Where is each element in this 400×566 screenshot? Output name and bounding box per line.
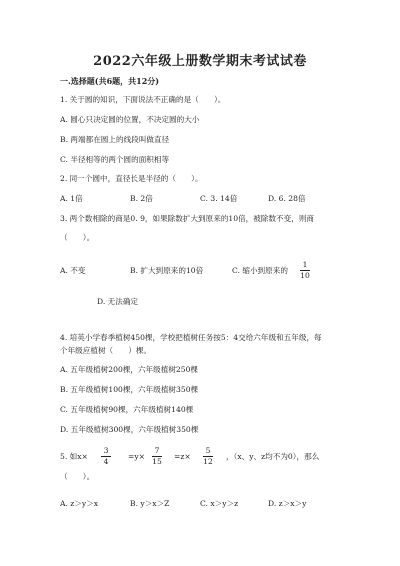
- section-heading: 一.选择题(共6题，共12分): [60, 76, 160, 86]
- question-2-option-c: C. 3. 14倍: [200, 194, 238, 203]
- fraction-numerator: 3: [103, 446, 109, 455]
- question-5-option-c: C. x＞y＞z: [200, 499, 239, 508]
- question-2-option-d: D. 6. 28倍: [268, 194, 306, 203]
- fraction-denominator: 10: [300, 271, 310, 280]
- fraction-denominator: 15: [152, 457, 162, 466]
- question-1-option-b: B. 两端都在圆上的线段叫做直径: [60, 135, 170, 144]
- question-3-stem-line-2: （ ）。: [60, 233, 95, 242]
- fraction-denominator: 12: [203, 457, 213, 466]
- question-5-option-a: A. z＞y＞x: [60, 499, 99, 508]
- question-4-stem-line-2: 个年级应植树（ ）棵。: [60, 346, 152, 355]
- page-title: 2022六年级上册数学期末考试试卷: [93, 54, 307, 69]
- question-5-option-b: B. y＞x＞Z: [130, 499, 170, 508]
- question-1-option-a: A. 圆心只决定圆的位置，不决定圆的大小: [60, 115, 200, 124]
- question-5-stem-part-2: =y×: [128, 452, 146, 461]
- fraction-five-twelfths: [203, 446, 213, 466]
- fraction-denominator: 4: [103, 457, 109, 466]
- question-1-stem: 1. 关于圆的知识，下面说法不正确的是（ ）。: [60, 95, 226, 104]
- question-3-option-b: B. 扩大到原来的10倍: [130, 266, 204, 275]
- question-5-stem-part-1: 5. 如x×: [60, 452, 88, 461]
- question-5-stem-line-2: （ ）。: [60, 472, 95, 481]
- question-3-stem-line-1: 3. 两个数相除的商是0. 9，如果除数扩大到原来的10倍，被除数不变，则商: [60, 214, 315, 223]
- question-3-option-a: A. 不变: [60, 266, 86, 275]
- fraction-one-tenth: [300, 260, 310, 280]
- fraction-three-fourths: [101, 446, 111, 466]
- question-5-option-d: D. z＞x＞y: [268, 499, 307, 508]
- fraction-numerator: 5: [205, 446, 211, 455]
- question-4-option-a: A. 五年级植树200棵，六年级植树250棵: [60, 365, 199, 374]
- fraction-seven-fifteenths: [152, 446, 162, 466]
- question-4-option-d: D. 五年级植树300棵，六年级植树350棵: [60, 425, 199, 434]
- question-5-stem-part-3: =z×: [174, 452, 191, 461]
- question-2-option-b: B. 2倍: [130, 194, 153, 203]
- fraction-numerator: 1: [302, 260, 308, 269]
- question-4-option-b: B. 五年级植树100棵，六年级植树350棵: [60, 385, 199, 394]
- question-5-stem-part-4: ，（x、y、z均不为0），那么: [226, 452, 320, 461]
- question-4-option-c: C. 五年级植树90棵，六年级植树140棵: [60, 405, 194, 414]
- fraction-numerator: 7: [154, 446, 160, 455]
- question-3-option-c: C. 缩小到原来的: [232, 266, 288, 275]
- question-3-option-d: D. 无法确定: [97, 297, 139, 306]
- question-4-stem-line-1: 4. 培英小学春季植树450棵，学校把植树任务按5：4交给六年级和五年级，每: [60, 333, 322, 342]
- question-2-option-a: A. 1倍: [60, 194, 83, 203]
- question-2-stem: 2. 同一个圆中，直径长是半径的（ ）。: [60, 174, 203, 183]
- question-1-option-c: C. 半径相等的两个圆的面积相等: [60, 155, 170, 164]
